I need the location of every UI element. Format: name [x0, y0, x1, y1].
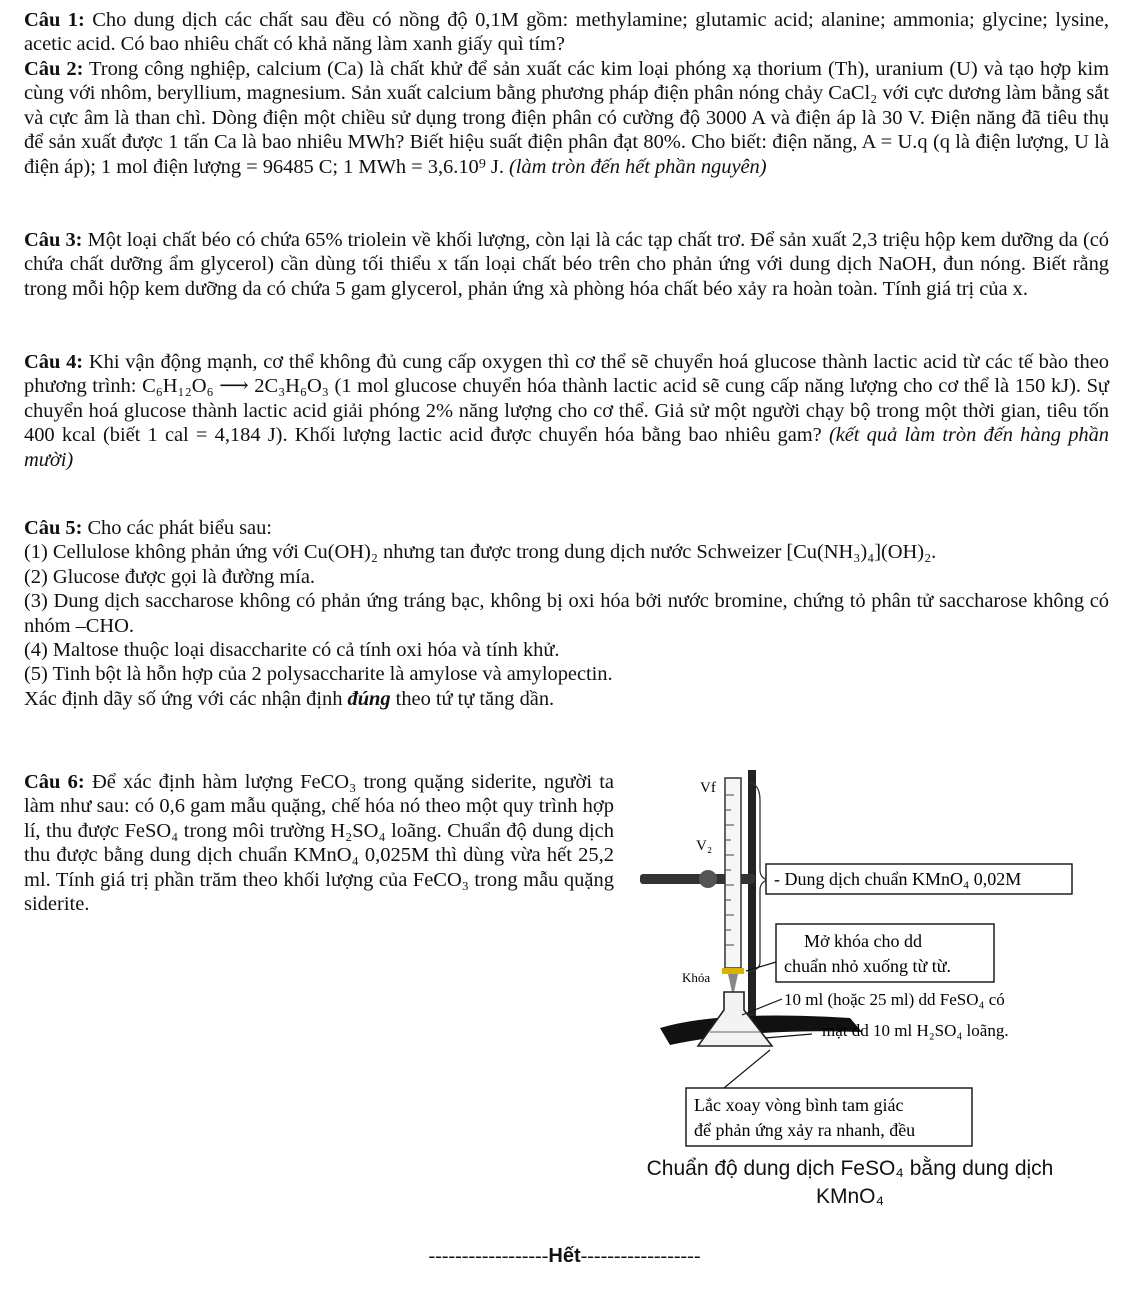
stopcock: [722, 968, 744, 974]
question-text: Cho dung dịch các chất sau đều có nồng độ 0,1M gồm: methylamine; glutamic acid; alanine; ammonia; glycine; lysine, acetic acid. Có bao nhiêu chất có khả năng làm xanh giấy quì tím?: [24, 9, 1109, 56]
statement-item: (1) Cellulose không phản ứng với Cu(OH)₂ nhưng tan được trong dung dịch nước Schweizer [Cu(NH₃)₄](OH)₂.: [24, 541, 937, 564]
stopcock-label-2: chuẩn nhỏ xuống từ từ.: [784, 956, 951, 976]
question-text: Khi vận động mạnh, cơ thể không đủ cung cấp oxygen thì cơ thể sẽ chuyển hoá glucose thành lactic acid từ các tế bào theo phương trình: C₆H₁₂O₆ ⟶ 2C₃H₆O₃ (1 mol glucose chuyển hóa thành lactic acid sẽ cung cấp năng lượng cho cơ thể là 150 kJ). Sự chuyển hoá glucose thành lactic acid giải phóng 2% năng lượng cho cơ thể. Giả sử một người chạy bộ trong một thời gian, tiêu tốn 400 kcal (biết 1 cal = 4,184 J). Khối lượng lactic acid được chuyển hóa bằng bao nhiêu gam?: [24, 351, 1110, 447]
question-1: [24, 8, 1109, 57]
swirl-label-2: để phản ứng xảy ra nhanh, đều: [694, 1120, 916, 1140]
statement-item: (4) Maltose thuộc loại disaccharite có cả tính oxi hóa và tính khử.: [24, 639, 560, 662]
question-intro: Cho các phát biểu sau:: [87, 517, 272, 539]
reagent-label: - Dung dịch chuẩn KMnO₄ 0,02M: [774, 869, 1022, 889]
khoa-label: Khóa: [682, 970, 711, 985]
question-label: Câu 1:: [24, 9, 85, 31]
statement-item: (2) Glucose được gọi là đường mía.: [24, 565, 315, 588]
statement-item: (5) Tinh bột là hỗn hợp của 2 polysaccharite là amylose và amylopectin.: [24, 663, 613, 686]
question-text: Để xác định hàm lượng FeCO₃ trong quặng siderite, người ta làm như sau: có 0,6 gam mẫu quặng, chế hóa nó theo một quy trình hợp lí, thu được FeSO₄ trong môi trường H₂SO₄ loãng. Chuẩn độ dung dịch thu được bằng dung dịch chuẩn KMnO₄ 0,025M thì dùng vừa hết 25,2 ml. Tính giá trị phần trăm theo khối lượng của FeCO₃ trong mẫu quặng siderite.: [24, 771, 615, 916]
v2-label: V₂: [696, 838, 713, 854]
pointer-line: [724, 1050, 770, 1088]
flask-label-2: mặt dd 10 ml H₂SO₄ loãng.: [822, 1021, 1009, 1040]
question-label: Câu 2:: [24, 58, 84, 80]
vf-label: Vf: [700, 780, 716, 796]
stopcock-label-1: Mở khóa cho dd: [804, 931, 923, 951]
question-label: Câu 5:: [24, 517, 83, 539]
burette-tip: [728, 974, 738, 992]
burette: [725, 778, 741, 968]
question-2: [24, 57, 1109, 179]
swirl-label-1: Lắc xoay vòng bình tam giác: [694, 1095, 904, 1115]
question-label: Câu 3:: [24, 229, 83, 251]
diagram-caption: Chuẩn độ dung dịch FeSO₄ bằng dung dịch KMnO₄: [646, 1157, 1054, 1208]
end-marker: ------------------Hết------------------: [428, 1245, 701, 1267]
pointer-line: [765, 1034, 812, 1038]
question-5: [24, 516, 1109, 711]
question-4: [24, 350, 1109, 472]
question-label: Câu 6:: [24, 771, 85, 793]
statement-item: (3) Dung dịch saccharose không có phản ứng tráng bạc, không bị oxi hóa bởi nước bromine, chứng tỏ phân tử saccharose không có nhóm –CHO.: [24, 590, 1109, 637]
question-note: (kết quả làm tròn đến hàng phần mười): [24, 424, 1110, 471]
question-6: [24, 770, 614, 916]
flask-label-1: 10 ml (hoặc 25 ml) dd FeSO₄ có: [784, 990, 1005, 1009]
question-note: (làm tròn đến hết phần nguyên): [508, 155, 767, 178]
clamp-screw: [699, 870, 717, 888]
stand-rod: [748, 770, 756, 1025]
question-text: Một loại chất béo có chứa 65% triolein về khối lượng, còn lại là các tạp chất trơ. Để sản xuất 2,3 triệu hộp kem dưỡng da (có chứa chất dưỡng ẩm glycerol) cần dùng tối thiểu x tấn loại chất béo trên cho phản ứng với dung dịch NaOH, đun nóng. Biết rằng trong mỗi hộp kem dưỡng da có chứa 5 gam glycerol, phản ứng xà phòng hóa chất béo xảy ra hoàn toàn. Tính giá trị của x.: [24, 229, 1109, 300]
question-label: Câu 4:: [24, 351, 84, 373]
question-3: [24, 228, 1109, 301]
question-text: Trong công nghiệp, calcium (Ca) là chất khử để sản xuất các kim loại phóng xạ thorium (Th), uranium (U) và tạo hợp kim cùng với nhôm, beryllium, magnesium. Sản xuất calcium bằng phương pháp điện phân nóng chảy CaCl₂ với cực dương làm bằng sắt và cực âm là than chì. Dòng điện một chiều sử dụng trong điện phân có cường độ 3000 A và điện áp là 30 V. Điện năng đã tiêu thụ để sản xuất được 1 tấn Ca là bao nhiêu MWh? Biết hiệu suất điện phân đạt 80%. Cho biết: điện năng, A = U.q (q là điện lượng, U là điện áp); 1 mol điện lượng = 96485 C; 1 MWh = 3,6.10⁹ J.: [24, 58, 1109, 178]
question-ask: Xác định dãy số ứng với các nhận định đúng theo tứ tự tăng dần.: [24, 687, 555, 710]
